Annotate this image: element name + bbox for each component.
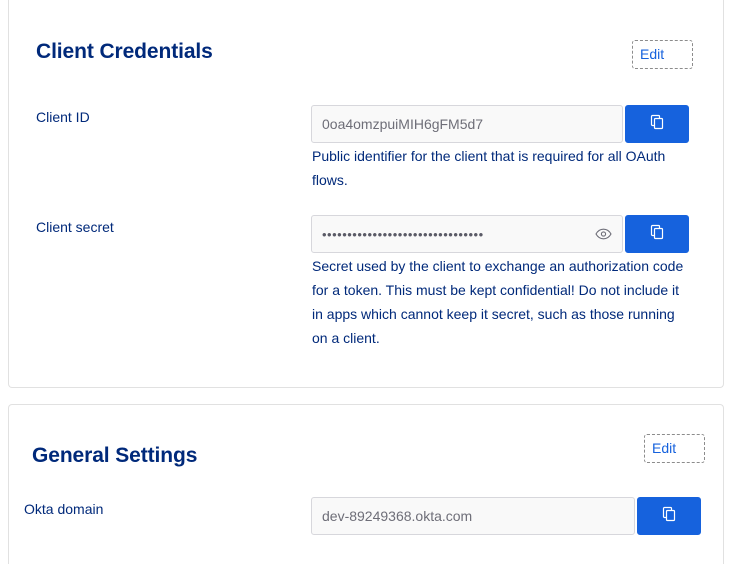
okta-domain-label: Okta domain (24, 501, 104, 517)
okta-domain-value: dev-89249368.okta.com (322, 508, 473, 524)
general-settings-title: General Settings (32, 444, 198, 467)
okta-domain-input[interactable] (311, 497, 635, 535)
edit-general-settings-button[interactable]: Edit (652, 440, 677, 456)
copy-client-secret-button[interactable] (625, 215, 689, 253)
copy-icon (649, 114, 665, 135)
eye-icon[interactable] (594, 225, 612, 243)
copy-okta-domain-button[interactable] (637, 497, 701, 535)
client-secret-input[interactable] (311, 215, 623, 253)
client-id-value: 0oa4omzpuiMIH6gFM5d7 (322, 116, 484, 132)
client-id-input[interactable] (311, 105, 623, 143)
copy-icon (661, 506, 677, 527)
client-secret-label: Client secret (36, 219, 114, 235)
client-id-label: Client ID (36, 109, 90, 125)
copy-icon (649, 224, 665, 245)
client-credentials-title: Client Credentials (36, 40, 213, 63)
client-secret-help-text: Secret used by the client to exchange an authorization code for a token. This must be kept confidential! Do not include it in apps which cannot keep it secret, such as those running on a client. (312, 258, 684, 346)
edit-client-credentials-button[interactable]: Edit (640, 46, 665, 62)
copy-client-id-button[interactable] (625, 105, 689, 143)
client-secret-value: •••••••••••••••••••••••••••••••• (322, 226, 484, 242)
general-settings-card (8, 404, 724, 564)
client-id-help-text: Public identifier for the client that is required for all OAuth flows. (312, 148, 666, 188)
